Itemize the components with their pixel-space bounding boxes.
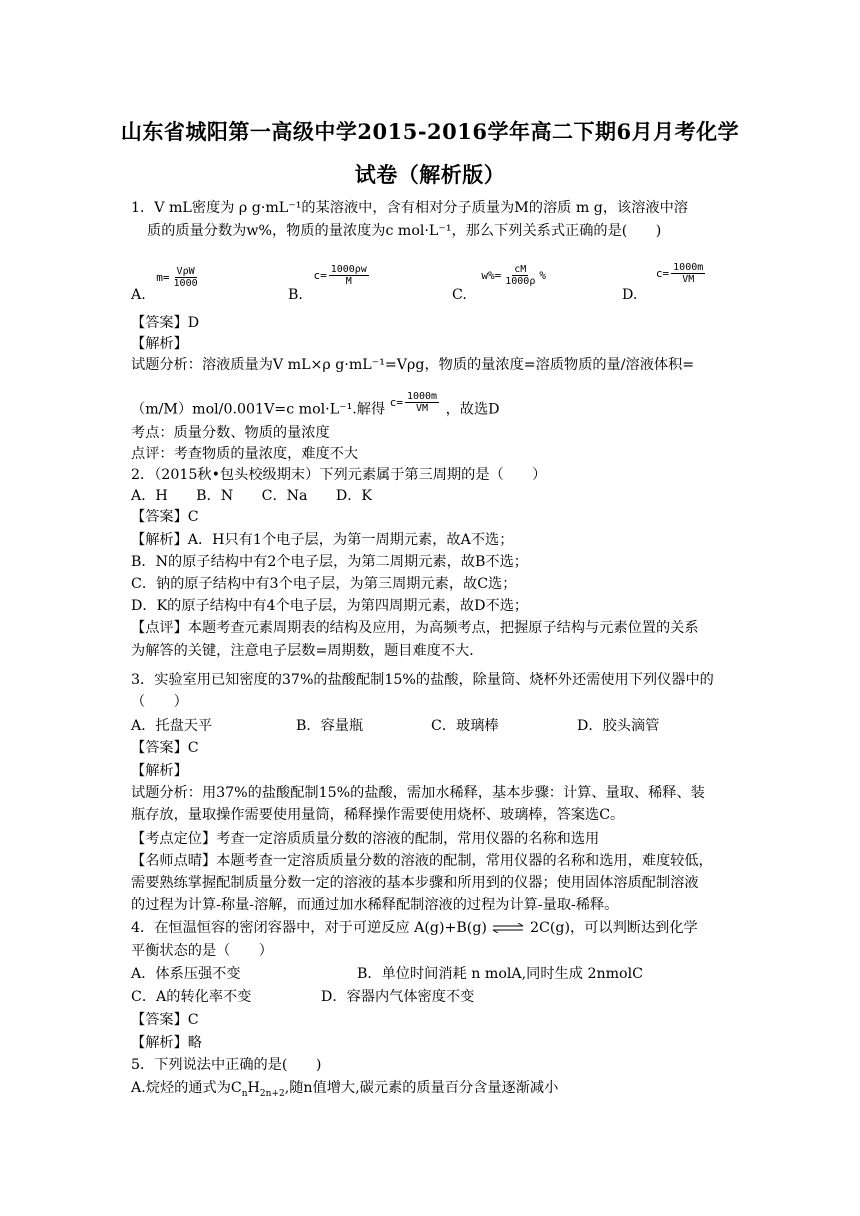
q1-analysis-line1: 试题分析：溶液质量为V mL×ρ g·mL⁻¹=Vρg，物质的量浓度=溶质物质的量/溶液体积=	[131, 357, 695, 373]
q2-comment-line2: 为解答的关键，注意电子层数=周期数，题目难度不大．	[131, 643, 484, 659]
q3-stem-line2: （ ）	[131, 694, 188, 710]
q3-mingshi-line3: 的过程为计算-称量-溶解，而通过加水稀释配制溶液的过程为计算-量取-稀释。	[131, 897, 619, 913]
q2-comment-line1: 【点评】本题考查元素周期表的结构及应用，为高频考点，把握原子结构与元素位置的关系	[131, 620, 699, 636]
q1-formula-a: m= $\frac{\text{VρW}}{1000}$	[156, 266, 198, 289]
q1-stem-line1: 1．V mL密度为 ρ g·mL⁻¹的某溶液中，含有相对分子质量为M的溶质 m g，该溶液中溶	[131, 200, 688, 216]
q2-analysis-line2: B．N的原子结构中有2个电子层，为第二周期元素，故B不选；	[131, 554, 528, 570]
q1-option-b: B. c= $\frac{1000\rho w}{M}$	[288, 256, 365, 279]
q1-analysis-line2: （m/M）mol/0.001V=c mol·L⁻¹.解得 c= $\frac{1000m}{VM}$ ，故选D	[131, 391, 500, 418]
q2-options: A．H B．N C．Na D．K	[131, 488, 373, 504]
q3-mingshi-line2: 需要熟练掌握配制质量分数一定的溶液的基本步骤和所用到的仪器；使用固体溶质配制溶液	[131, 875, 699, 891]
q1-option-d: D. c= $\frac{1000m}{VM}$	[622, 256, 693, 279]
q4-analysis: 【解析】略	[131, 1035, 202, 1051]
q1-option-c: C. w%= $\frac{cM}{1000\rho}$ %	[452, 264, 546, 303]
q2-stem: 2．（2015秋•包头校级期末）下列元素属于第三周期的是（ ）	[131, 467, 547, 483]
q3-mingshi-line1: 【名师点晴】本题考查一定溶质质量分数的溶液的配制，常用仪器的名称和选用，难度较低，	[131, 853, 713, 869]
q2-analysis-line4: D．K的原子结构中有4个电子层，为第四周期元素，故D不选；	[131, 598, 529, 614]
q2-analysis-line1: 【解析】A．H只有1个电子层，为第一周期元素，故A不选；	[131, 532, 514, 548]
q1-dianping: 点评：考查物质的量浓度，难度不大	[131, 446, 359, 462]
q4-stem-line1: 4．在恒温恒容的密闭容器中，对于可逆反应 A(g)+B(g) 2C(g)，可以判断达到化学	[131, 920, 698, 936]
q3-analysis-line1: 试题分析：用37%的盐酸配制15%的盐酸，需加水稀释，基本步骤：计算、量取、稀释、装	[131, 785, 705, 801]
q3-analysis-head: 【解析】	[131, 763, 188, 779]
q1-answer: 【答案】D	[131, 315, 200, 331]
q1-kaodian: 考点：质量分数、物质的量浓度	[131, 425, 330, 441]
doc-title-line2: 试卷（解析版）	[354, 162, 506, 187]
q2-answer: 【答案】C	[131, 509, 199, 525]
reversible-arrow-icon	[491, 923, 525, 933]
q2-analysis-line3: C．钠的原子结构中有3个电子层，为第三周期元素，故C选；	[131, 576, 517, 592]
document-page: 山东省城阳第一高级中学2015-2016学年高二下期6月月考化学 试卷（解析版） 1．V mL密度为 ρ g·mL⁻¹的某溶液中，含有相对分子质量为M的溶质 m g，该溶液中溶 质的质量分数为w%，物质的量浓度为c mol·L⁻¹，那么下列关系式正确的是( ) A. m= $\frac{\text{VρW}}{1000}$ B. c= $\frac{1000\rho w}{M}$ C. w%= $\frac{cM}{1000\rho}$ % D. c= $\frac{1000m}{VM}$ 【答案】D 【解析】 试题分析：溶液质量为V mL×ρ g·mL⁻¹=Vρg，物质的量浓度=溶质物质的量/溶液体积= （m/M）mol/0.001V=c mol·L⁻¹.解得 c= $\frac{1000m}{VM}$ ，故选D 考点：质量分数、物质的量浓度 点评：考查物质的量浓度，难度不大 2．（2015秋•包头校级期末）下列元素属于第三周期的是（ ） A．H B．N C．Na D．K 【答案】C 【解析】A．H只有1个电子层，为第一周期元素，故A不选； B．N的原子结构中有2个电子层，为第二周期元素，故B不选； C．钠的原子结构中有3个电子层，为第三周期元素，故C选； D．K的原子结构中有4个电子层，为第四周期元素，故D不选； 【点评】本题考查元素周期表的结构及应用，为高频考点，把握原子结构与元素位置的关系 为解答的关键，注意电子层数=周期数，题目难度不大． 3．实验室用已知密度的37%的盐酸配制15%的盐酸，除量筒、烧杯外还需使用下列仪器中的 （ ） A．托盘天平 B．容量瓶 C．玻璃棒 D．胶头滴管 【答案】C 【解析】 试题分析：用37%的盐酸配制15%的盐酸，需加水稀释，基本步骤：计算、量取、稀释、装 瓶存放，量取操作需要使用量筒，稀释操作需要使用烧杯、玻璃棒，答案选C。 【考点定位】考查一定溶质质量分数的溶液的配制，常用仪器的名称和选用 【名师点晴】本题考查一定溶质质量分数的溶液的配制，常用仪器的名称和选用，难度较低， 需要熟练掌握配制质量分数一定的溶液的基本步骤和所用到的仪器；使用固体溶质配制溶液 的过程为计算-称量-溶解，而通过加水稀释配制溶液的过程为计算-量取-稀释。 4．在恒温恒容的密闭容器中，对于可逆反应 A(g)+B(g) 2C(g)，可以判断达到化学 平衡状态的是（ ） A．体系压强不变 B．单位时间消耗 n molA,同时生成 2nmolC C．A的转化率不变 D．容器内气体密度不变 【答案】C 【解析】略 5．下列说法中正确的是( ) A.烷烃的通式为$C_nH_{2n+2}$,随n值增大,碳元素的质量百分含量逐渐减小	[0, 0, 860, 1216]
q1-formula-d: c= $\frac{1000m}{VM}$	[655, 262, 704, 285]
q1-option-a: A. m= $\frac{\text{VρW}}{1000}$	[131, 256, 196, 279]
q1-stem-line2: 质的质量分数为w%，物质的量浓度为c mol·L⁻¹，那么下列关系式正确的是( )	[147, 223, 662, 239]
q5-stem: 5．下列说法中正确的是( )	[131, 1057, 322, 1073]
q3-analysis-line2: 瓶存放，量取操作需要使用量筒，稀释操作需要使用烧杯、玻璃棒，答案选C。	[131, 807, 625, 823]
q1-formula-b: c= $\frac{1000\rho w}{M}$	[313, 264, 367, 287]
q1-formula-c: w%= $\frac{cM}{1000\rho}$ %	[481, 264, 546, 287]
q3-kaodian: 【考点定位】考查一定溶质质量分数的溶液的配制，常用仪器的名称和选用	[131, 831, 600, 847]
q4-stem-line2: 平衡状态的是（ ）	[131, 943, 273, 959]
q5-option-a: A.烷烃的通式为$C_nH_{2n+2}$,随n值增大,碳元素的质量百分含量逐渐减小	[131, 1080, 559, 1099]
q1-analysis-formula: c= $\frac{1000m}{VM}$	[389, 391, 438, 414]
q1-analysis-head: 【解析】	[131, 336, 188, 352]
doc-title-line1: 山东省城阳第一高级中学2015-2016学年高二下期6月月考化学	[120, 119, 740, 144]
q3-answer: 【答案】C	[131, 740, 199, 756]
q4-answer: 【答案】C	[131, 1012, 199, 1028]
q3-stem-line1: 3．实验室用已知密度的37%的盐酸配制15%的盐酸，除量筒、烧杯外还需使用下列仪器中的	[131, 672, 714, 688]
